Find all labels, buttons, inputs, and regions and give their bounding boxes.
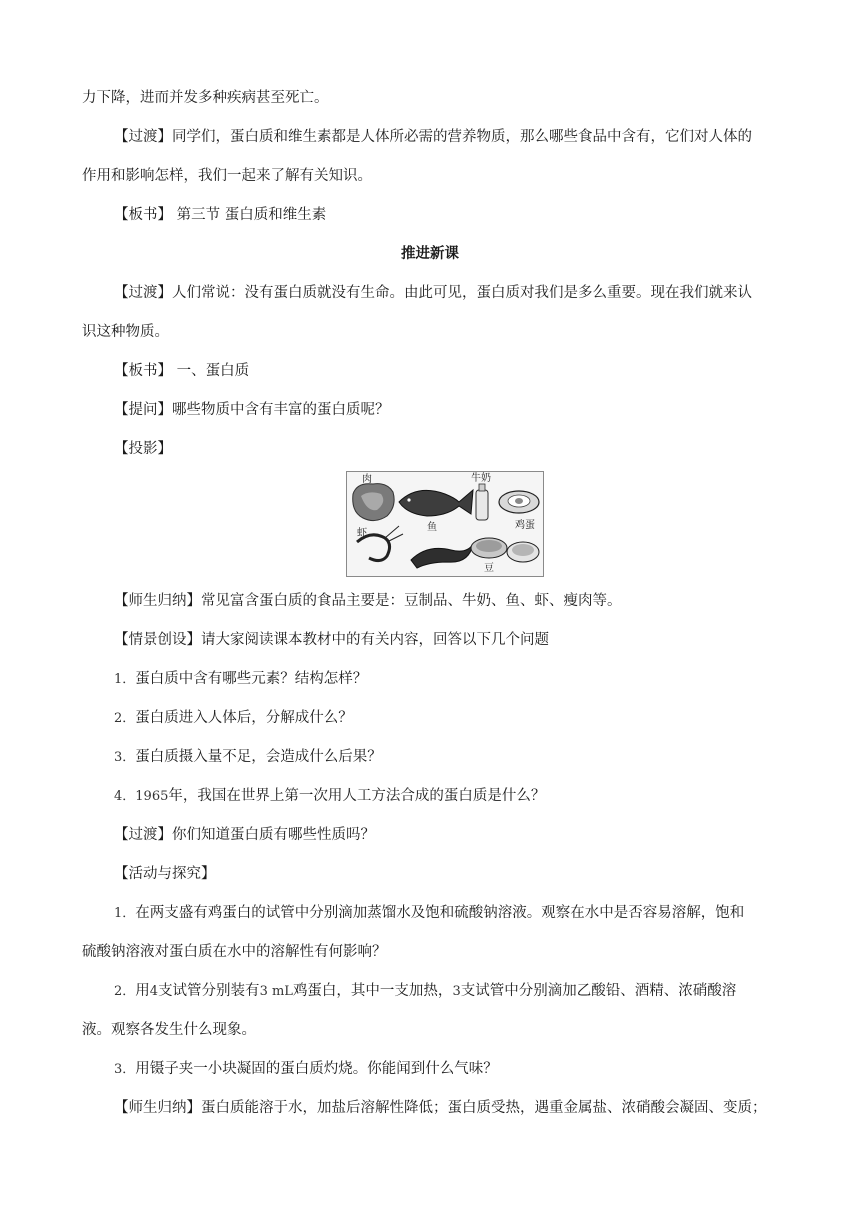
question-item-1	[114, 669, 367, 690]
label-meat: 肉	[362, 474, 372, 485]
activity-item-3-number: 3．	[114, 1062, 136, 1077]
label-shrimp: 虾	[357, 528, 367, 539]
question-item-4-text: 年，我国在世界上第一次用人工方法合成的蛋白质是什么？	[168, 788, 546, 804]
activity-heading: 【活动与探究】	[114, 866, 216, 882]
activity-item-2-line-1	[114, 981, 736, 1002]
section-heading: 推进新课	[401, 246, 459, 262]
activity-item-1-line-1	[114, 903, 744, 924]
question-item-3-text: 蛋白质摄入量不足，会造成什么后果？	[135, 749, 382, 765]
question-item-3-number: 3．	[114, 750, 136, 765]
activity-item-2-line-2: 液。观察各发生什么现象。	[82, 1022, 256, 1038]
transition-paragraph-3: 【过渡】你们知道蛋白质有哪些性质吗？	[114, 827, 375, 843]
activity-item-2-text-a: 用	[135, 983, 150, 999]
label-fish: 鱼	[427, 522, 437, 533]
question-paragraph: 【提问】哪些物质中含有丰富的蛋白质呢？	[114, 402, 390, 418]
transition-paragraph-1-line-1: 【过渡】同学们，蛋白质和维生素都是人体所必需的营养物质，那么哪些食品中含有，它们对人体的	[114, 129, 752, 145]
activity-item-2-text-d: 支试管中分别滴加乙酸铅、酒精、浓硝酸溶	[460, 983, 737, 999]
summary-paragraph-1: 【师生归纳】常见富含蛋白质的食品主要是：豆制品、牛奶、鱼、虾、瘦肉等。	[114, 593, 622, 609]
activity-item-2-text-b: 支试管分别装有	[158, 983, 260, 999]
transition-paragraph-2-line-2: 识这种物质。	[82, 324, 169, 340]
question-item-1-text: 蛋白质中含有哪些元素？结构怎样？	[135, 671, 368, 687]
activity-item-1-line-2: 硫酸钠溶液对蛋白质在水中的溶解性有何影响？	[82, 944, 387, 960]
question-item-4	[114, 786, 545, 807]
milk-bottle-icon	[476, 490, 488, 520]
activity-item-2-text-c: 鸡蛋白，其中一支加热，	[292, 983, 453, 999]
label-bean: 豆	[484, 563, 494, 574]
protein-foods-image	[346, 471, 544, 577]
question-item-3	[114, 747, 382, 768]
question-item-2-text: 蛋白质进入人体后，分解成什么？	[135, 710, 353, 726]
activity-item-3	[114, 1059, 498, 1080]
activity-item-1-text: 在两支盛有鸡蛋白的试管中分别滴加蒸馏水及饱和硫酸钠溶液。观察在水中是否容易溶解，饱和	[135, 905, 745, 921]
question-item-4-number: 4．1965	[114, 789, 169, 804]
activity-item-2-volume: 3 mL	[259, 984, 293, 999]
transition-paragraph-2-line-1: 【过渡】人们常说：没有蛋白质就没有生命。由此可见，蛋白质对我们是多么重要。现在我们就来认	[114, 285, 752, 301]
transition-paragraph-1-line-2: 作用和影响怎样，我们一起来了解有关知识。	[82, 168, 372, 184]
projection-label: 【投影】	[114, 441, 172, 457]
label-egg: 鸡蛋	[515, 520, 535, 531]
scenario-paragraph: 【情景创设】请大家阅读课本教材中的有关内容，回答以下几个问题	[114, 632, 549, 648]
board-note-section-title: 【板书】 第三节 蛋白质和维生素	[114, 207, 327, 223]
question-item-2-number: 2．	[114, 711, 136, 726]
activity-item-2-number: 2．	[114, 984, 136, 999]
question-item-1-number: 1．	[114, 672, 136, 687]
activity-item-1-number: 1．	[114, 906, 136, 921]
summary-paragraph-2: 【师生归纳】蛋白质能溶于水，加盐后溶解性降低；蛋白质受热，遇重金属盐、浓硝酸会凝固、变质；	[114, 1100, 767, 1116]
question-item-2	[114, 708, 353, 729]
paragraph-continuation: 力下降，进而并发多种疾病甚至死亡。	[82, 90, 329, 106]
protein-foods-illustration	[347, 472, 543, 576]
board-note-protein: 【板书】 一、蛋白质	[114, 363, 250, 379]
activity-item-3-text: 用镊子夹一小块凝固的蛋白质灼烧。你能闻到什么气味？	[135, 1061, 498, 1077]
activity-item-2-count: 4	[149, 984, 159, 999]
activity-item-2-count-2: 3	[452, 984, 461, 999]
label-milk: 牛奶	[471, 473, 491, 484]
